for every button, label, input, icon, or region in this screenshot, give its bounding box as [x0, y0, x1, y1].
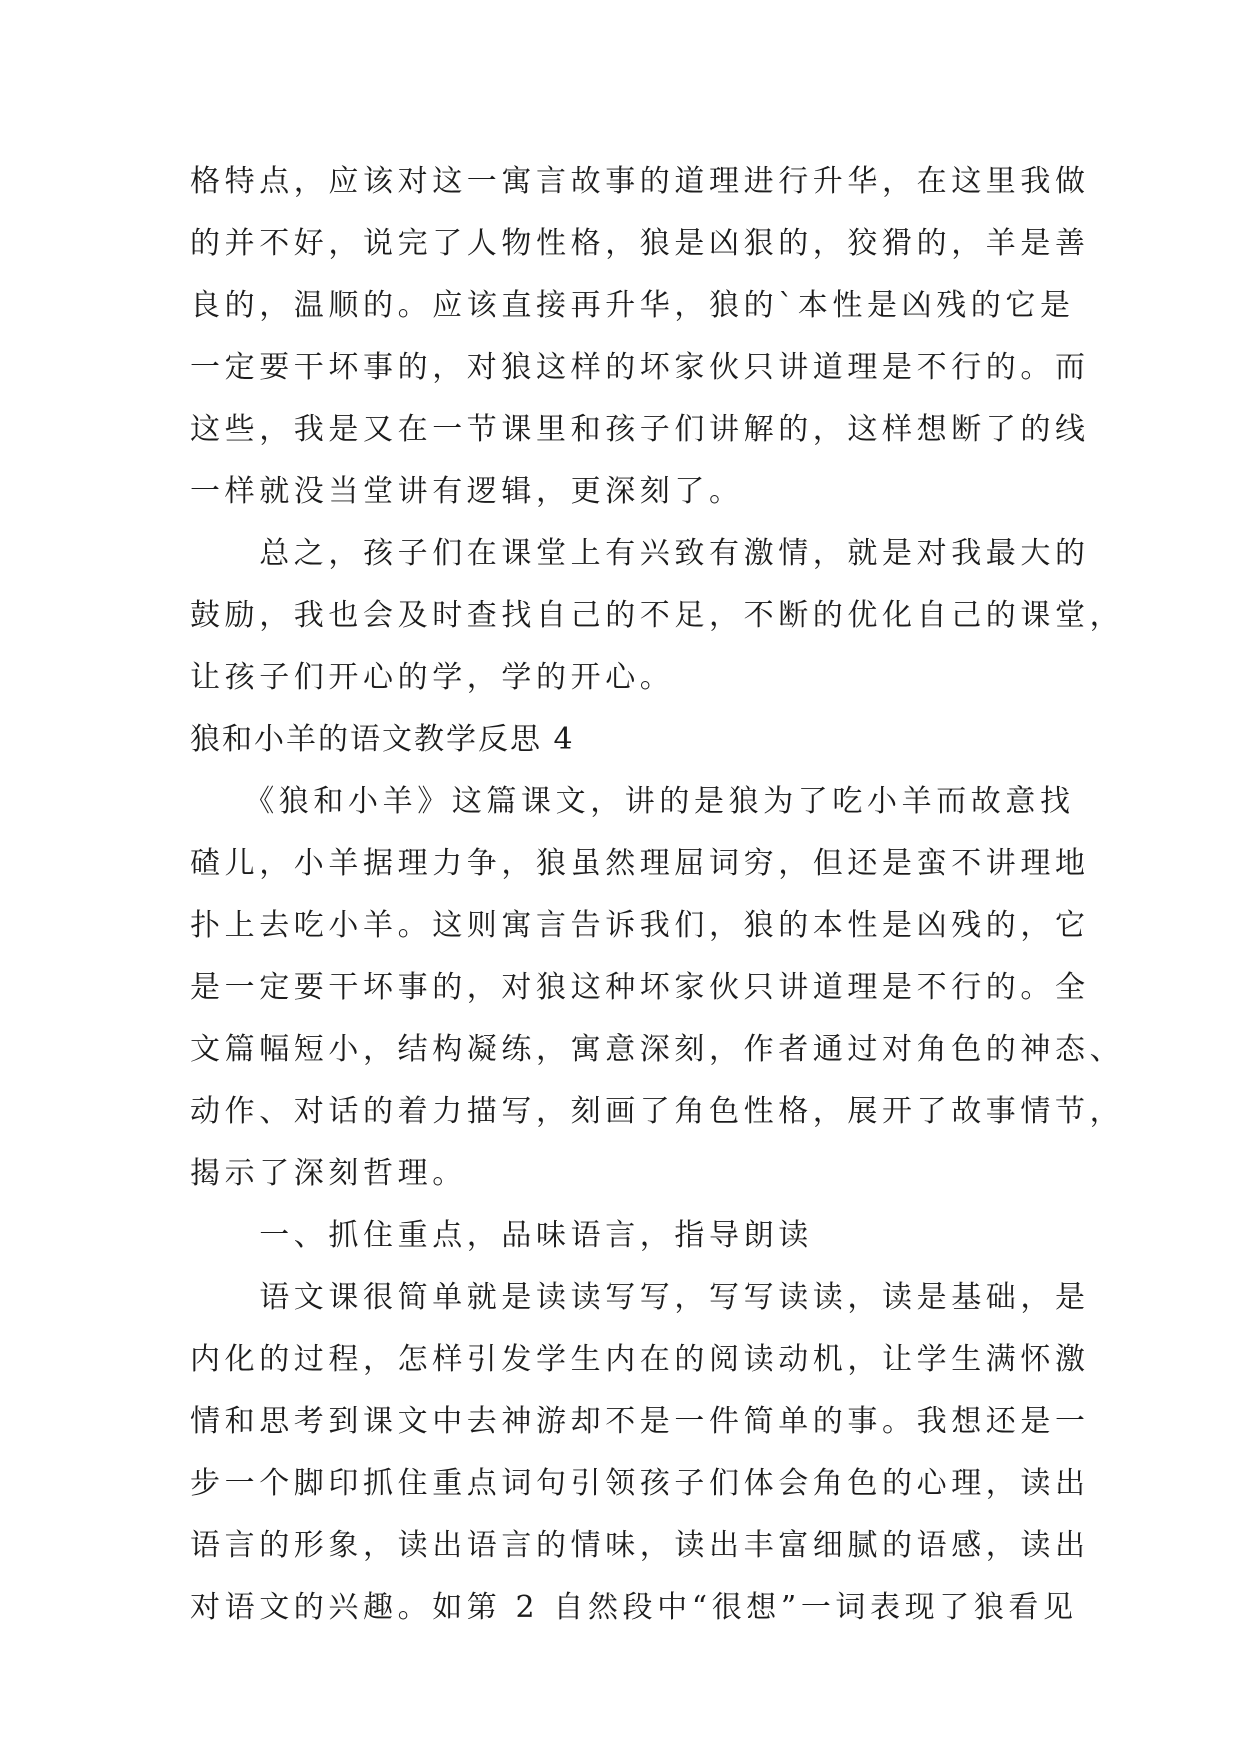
- text-line: 语文课很简单就是读读写写，写写读读，读是基础，是: [190, 1280, 1090, 1315]
- text-line: 语言的形象，读出语言的情味，读出丰富细腻的语感，读出: [190, 1528, 1090, 1563]
- text-line: 内化的过程，怎样引发学生内在的阅读动机，让学生满怀激: [190, 1342, 1090, 1377]
- text-line: 揭示了深刻哲理。: [190, 1156, 467, 1191]
- document-body: [190, 151, 1125, 1639]
- text-line: 动作、对话的着力描写，刻画了角色性格，展开了故事情节，: [190, 1094, 1125, 1129]
- text-line: 一样就没当堂讲有逻辑，更深刻了。: [190, 474, 744, 509]
- section-heading: 狼和小羊的语文教学反思 4: [190, 722, 575, 757]
- text-line: 的并不好，说完了人物性格，狼是凶狠的，狡猾的，羊是善: [190, 226, 1090, 261]
- text-line: 总之，孩子们在课堂上有兴致有激情，就是对我最大的: [190, 536, 1090, 571]
- subheading: 一、抓住重点，品味语言，指导朗读: [190, 1218, 813, 1253]
- text-line: 扑上去吃小羊。这则寓言告诉我们，狼的本性是凶残的，它: [190, 908, 1090, 943]
- text-line: 是一定要干坏事的，对狼这种坏家伙只讲道理是不行的。全: [190, 970, 1090, 1005]
- text-line: 情和思考到课文中去神游却不是一件简单的事。我想还是一: [190, 1404, 1090, 1439]
- text-line: 让孩子们开心的学，学的开心。: [190, 660, 675, 695]
- text-line: 《狼和小羊》这篇课文，讲的是狼为了吃小羊而故意找: [190, 784, 1075, 819]
- text-line: 鼓励，我也会及时查找自己的不足，不断的优化自己的课堂，: [190, 598, 1125, 633]
- text-line: 这些，我是又在一节课里和孩子们讲解的，这样想断了的线: [190, 412, 1090, 447]
- text-line: 对语文的兴趣。如第 2 自然段中“很想”一词表现了狼看见: [190, 1590, 1078, 1625]
- text-line: 碴儿，小羊据理力争，狼虽然理屈词穷，但还是蛮不讲理地: [190, 846, 1090, 881]
- text-line: 步一个脚印抓住重点词句引领孩子们体会角色的心理，读出: [190, 1466, 1090, 1501]
- text-line: 一定要干坏事的，对狼这样的坏家伙只讲道理是不行的。而: [190, 350, 1090, 385]
- text-line: 良的，温顺的。应该直接再升华，狼的`本性是凶残的它是: [190, 288, 1075, 323]
- text-line: 格特点，应该对这一寓言故事的道理进行升华，在这里我做: [190, 164, 1090, 199]
- text-line: 文篇幅短小，结构凝练，寓意深刻，作者通过对角色的神态、: [190, 1032, 1125, 1067]
